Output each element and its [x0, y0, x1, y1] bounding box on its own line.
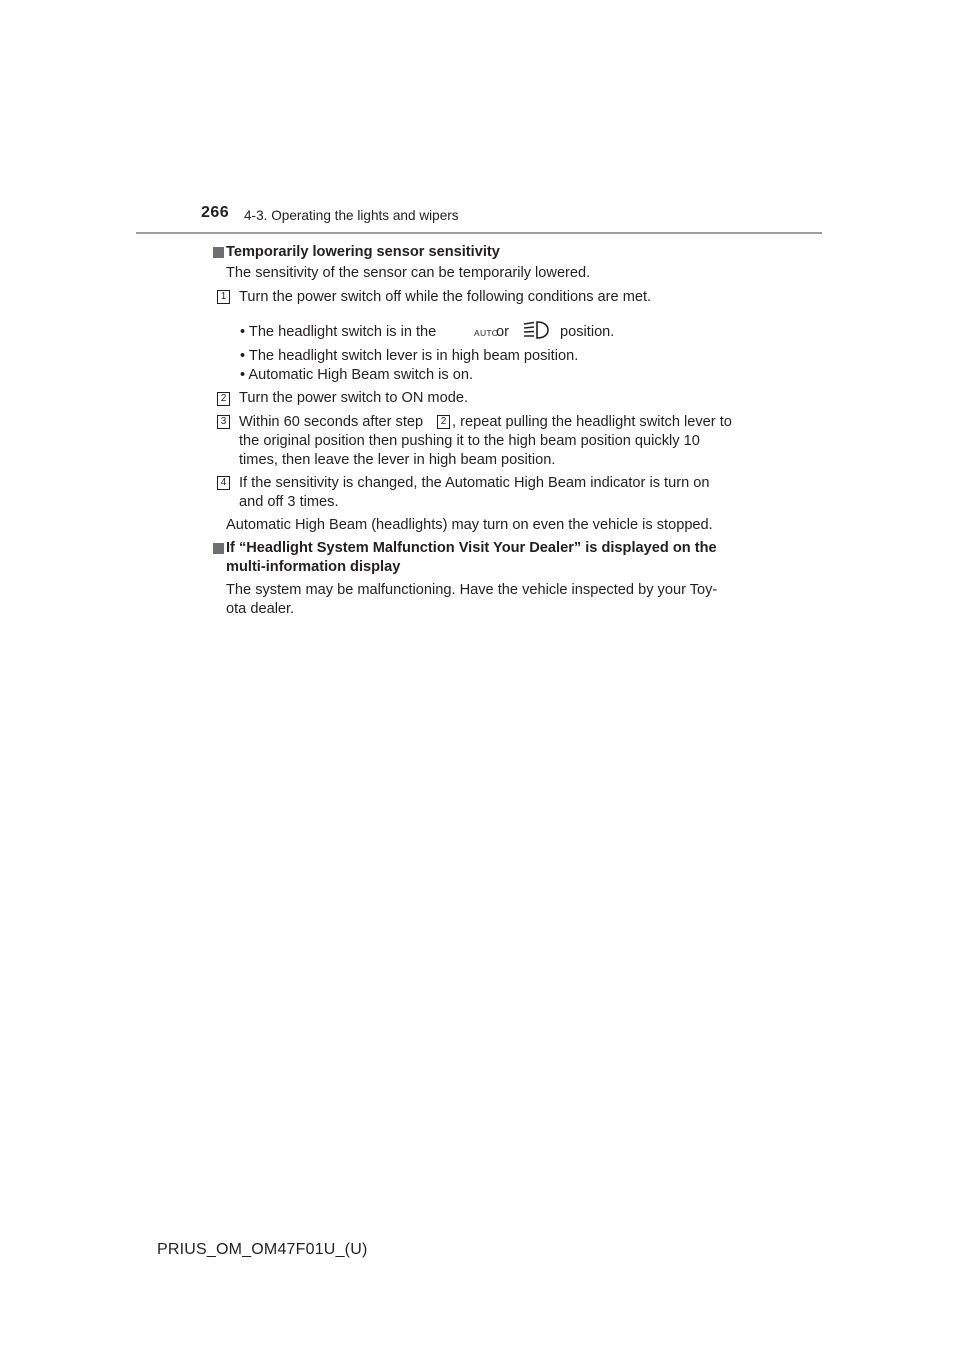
section-body: The system may be malfunctioning. Have the vehicle inspected by your Toy-	[226, 582, 718, 598]
step-number-badge: 2	[217, 392, 230, 406]
section-heading: If “Headlight System Malfunction Visit Your Dealer” is displayed on the	[226, 540, 717, 556]
step-text: times, then leave the lever in high beam position.	[239, 452, 556, 468]
bullet-text: • The headlight switch is in the	[240, 324, 437, 340]
section-heading: multi-information display	[226, 559, 401, 575]
step-text: and off 3 times.	[239, 494, 339, 510]
step-reference-badge: 2	[437, 415, 450, 429]
bullet-text: • The headlight switch lever is in high beam position.	[240, 348, 579, 364]
bullet-text: • Automatic High Beam switch is on.	[240, 367, 474, 383]
section-marker-icon	[213, 247, 224, 258]
document-code: PRIUS_OM_OM47F01U_(U)	[157, 1241, 368, 1258]
bullet-or-text: or	[496, 324, 509, 340]
section-marker-icon	[213, 543, 224, 554]
bullet-text: position.	[560, 324, 615, 340]
section-intro: The sensitivity of the sensor can be temporarily lowered.	[226, 265, 591, 281]
step-text: Turn the power switch off while the following conditions are met.	[239, 289, 652, 305]
step-number-badge: 4	[217, 476, 230, 490]
headlight-icon	[521, 318, 551, 347]
section-body: ota dealer.	[226, 601, 295, 617]
step-text: the original position then pushing it to the high beam position quickly 10	[239, 433, 700, 449]
section-title: 4-3. Operating the lights and wipers	[244, 208, 459, 223]
page-number: 266	[201, 204, 230, 221]
step-number-badge: 1	[217, 290, 230, 304]
auto-switch-icon: AUTO	[474, 328, 499, 338]
section-heading: Temporarily lowering sensor sensitivity	[226, 244, 500, 260]
step-text: , repeat pulling the headlight switch lever to	[452, 414, 732, 430]
step-text: If the sensitivity is changed, the Automatic High Beam indicator is turn on	[239, 475, 710, 491]
header-divider	[136, 232, 822, 234]
step-text: Within 60 seconds after step	[239, 414, 424, 430]
step-text: Turn the power switch to ON mode.	[239, 390, 468, 406]
step-number-badge: 3	[217, 415, 230, 429]
note-text: Automatic High Beam (headlights) may turn on even the vehicle is stopped.	[226, 517, 713, 533]
